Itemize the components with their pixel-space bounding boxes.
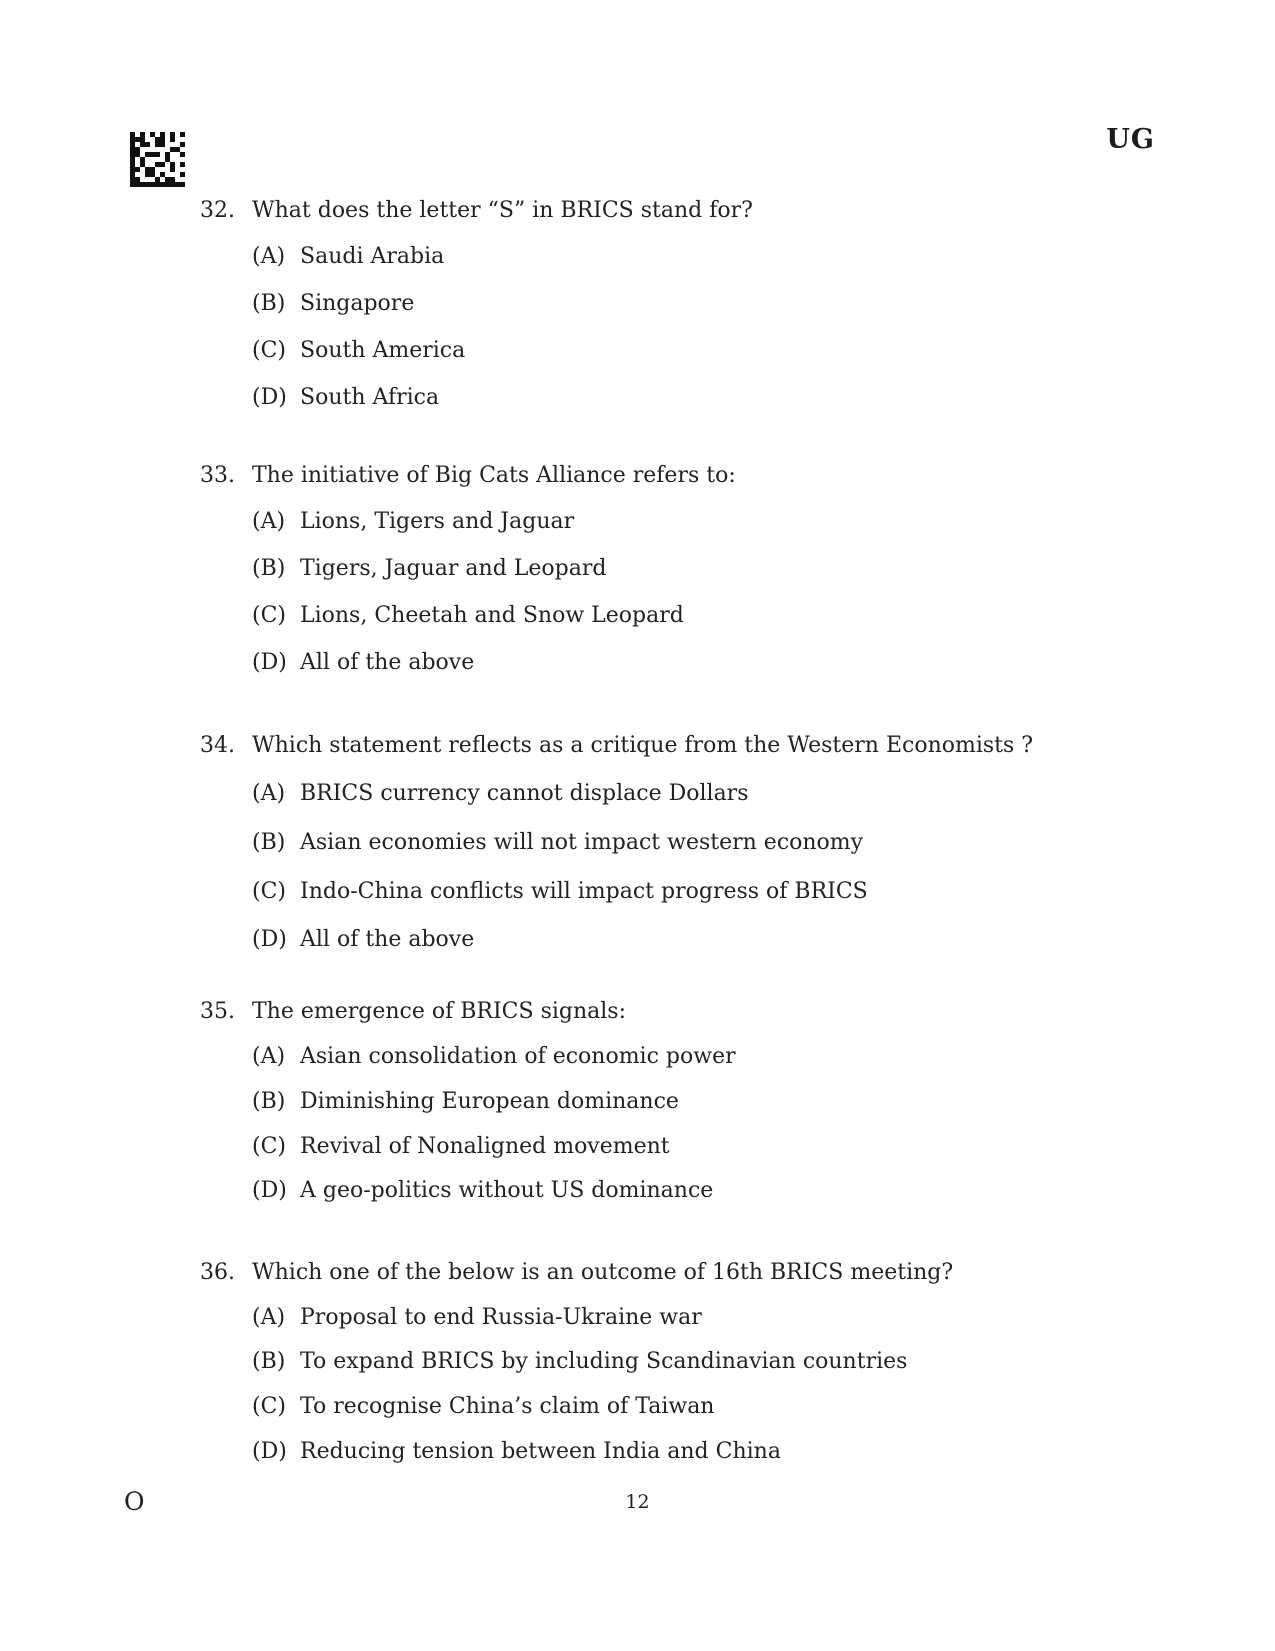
data-matrix-barcode xyxy=(130,132,185,187)
option-text: Saudi Arabia xyxy=(300,244,445,269)
option xyxy=(252,602,684,630)
option-text: Lions, Cheetah and Snow Leopard xyxy=(300,603,684,628)
option-text: Reducing tension between India and China xyxy=(300,1439,781,1464)
option-letter: (A) xyxy=(252,1044,286,1069)
option xyxy=(252,1133,670,1161)
option xyxy=(252,829,863,857)
option xyxy=(252,1177,713,1205)
question-text: What does the letter “S” in BRICS stand for? xyxy=(252,198,753,223)
option xyxy=(252,290,414,318)
option-letter: (D) xyxy=(252,1178,287,1203)
question-number: 35. xyxy=(200,999,235,1024)
option-text: Tigers, Jaguar and Leopard xyxy=(300,556,607,581)
option-letter: (C) xyxy=(252,338,286,363)
option-text: All of the above xyxy=(300,927,475,952)
option-text: To recognise China’s claim of Taiwan xyxy=(300,1394,715,1419)
series-code: UG xyxy=(1106,124,1155,155)
option-text: Asian economies will not impact western economy xyxy=(300,830,864,855)
option-letter: (B) xyxy=(252,556,286,581)
option-text: Lions, Tigers and Jaguar xyxy=(300,509,575,534)
option-letter: (D) xyxy=(252,385,287,410)
option xyxy=(252,878,868,906)
option xyxy=(252,1043,736,1071)
booklet-code: O xyxy=(124,1487,145,1516)
option xyxy=(252,555,606,583)
option-letter: (C) xyxy=(252,603,286,628)
option-letter: (B) xyxy=(252,830,286,855)
option xyxy=(252,1438,781,1466)
question-text: Which one of the below is an outcome of 16th BRICS meeting? xyxy=(252,1260,954,1285)
option-text: Singapore xyxy=(300,291,415,316)
option-letter: (D) xyxy=(252,927,287,952)
question-number: 34. xyxy=(200,733,235,758)
option-letter: (D) xyxy=(252,650,287,675)
option xyxy=(252,384,439,412)
option-letter: (C) xyxy=(252,879,286,904)
option xyxy=(252,337,465,365)
question-text: Which statement reflects as a critique from the Western Economists ? xyxy=(252,733,1034,758)
question-number: 36. xyxy=(200,1260,235,1285)
option-letter: (C) xyxy=(252,1394,286,1419)
option xyxy=(252,508,574,536)
option-text: A geo-politics without US dominance xyxy=(300,1178,714,1203)
option xyxy=(252,926,474,954)
question-text: The emergence of BRICS signals: xyxy=(252,999,627,1024)
option-letter: (B) xyxy=(252,1349,286,1374)
option-text: Proposal to end Russia-Ukraine war xyxy=(300,1305,702,1330)
option-text: Indo-China conflicts will impact progress of BRICS xyxy=(300,879,868,904)
option xyxy=(252,1088,679,1116)
option-letter: (A) xyxy=(252,509,286,534)
option-text: To expand BRICS by including Scandinavian countries xyxy=(300,1349,908,1374)
option xyxy=(252,243,444,271)
page-number: 12 xyxy=(625,1491,650,1513)
option-text: Diminishing European dominance xyxy=(300,1089,679,1114)
option-letter: (C) xyxy=(252,1134,286,1159)
question-number: 33. xyxy=(200,463,235,488)
option-letter: (B) xyxy=(252,1089,286,1114)
question-number: 32. xyxy=(200,198,235,223)
option-text: Revival of Nonaligned movement xyxy=(300,1134,670,1159)
option xyxy=(252,780,749,808)
option-text: BRICS currency cannot displace Dollars xyxy=(300,781,749,806)
option xyxy=(252,1348,907,1376)
option xyxy=(252,1304,702,1332)
option-text: Asian consolidation of economic power xyxy=(300,1044,736,1069)
option-letter: (A) xyxy=(252,781,286,806)
option-letter: (B) xyxy=(252,291,286,316)
question-text: The initiative of Big Cats Alliance refers to: xyxy=(252,463,736,488)
option-letter: (A) xyxy=(252,244,286,269)
option-text: All of the above xyxy=(300,650,475,675)
option xyxy=(252,649,474,677)
option-letter: (D) xyxy=(252,1439,287,1464)
option-letter: (A) xyxy=(252,1305,286,1330)
option xyxy=(252,1393,714,1421)
option-text: South America xyxy=(300,338,466,363)
option-text: South Africa xyxy=(300,385,440,410)
